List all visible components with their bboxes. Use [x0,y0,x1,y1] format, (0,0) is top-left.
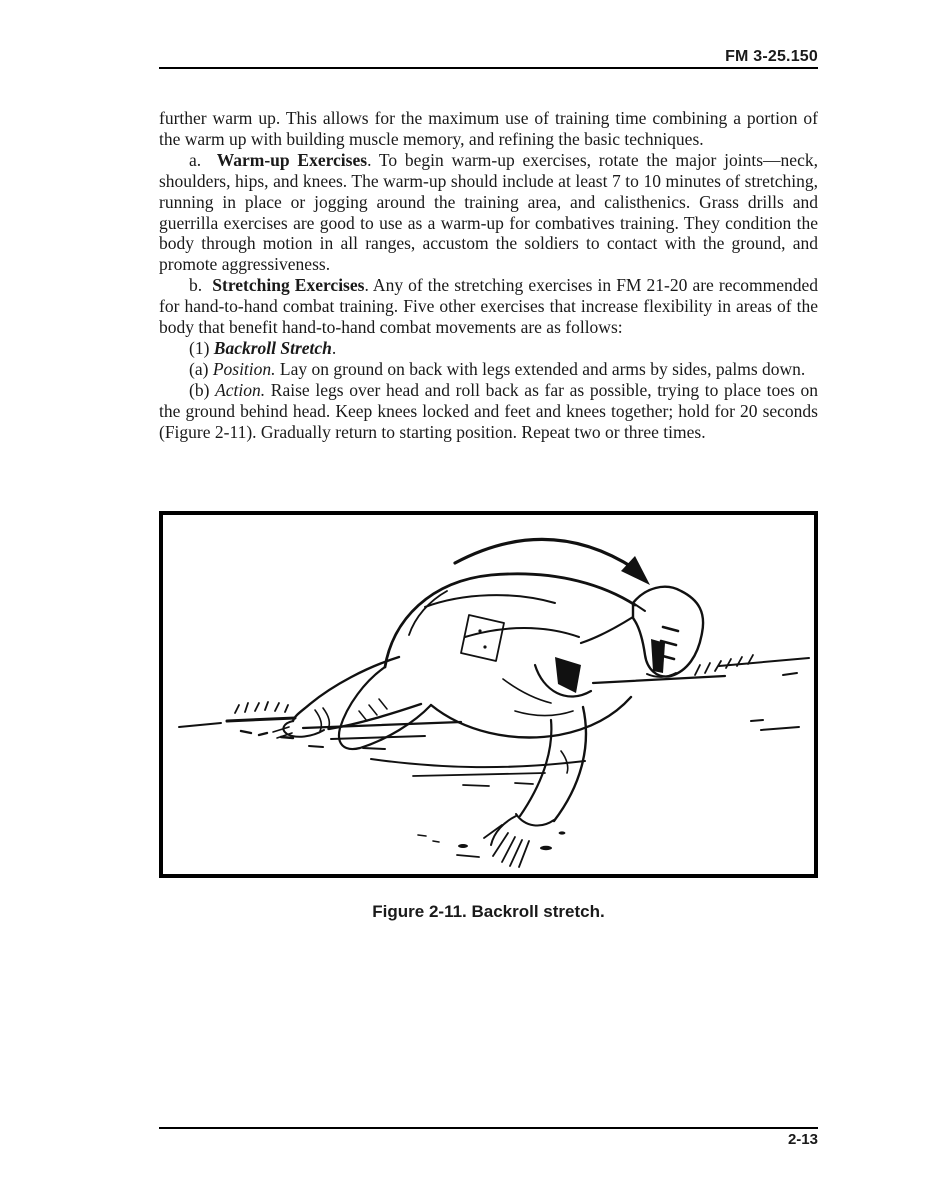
paragraph: further warm up. This allows for the maximum use of training time combining a portion of the warm up with building muscle memory, and refining the basic techniques. [159,108,818,149]
paragraph: (1) Backroll Stretch. [189,337,337,358]
backroll-stretch-illustration [163,515,814,874]
paragraph: a. Warm-up Exercises. To begin warm-up exercises, rotate the major joints—neck, shoulders, hips, and knees. The warm-up should include at least 7 to 10 minutes of stretching, running in place or jogging around the training area, and calisthenics. Grass drills and guerrilla exercises are good to use as a warm-up for combatives training. They condition the body through motion in all ranges, accustom the soldiers to contact with the ground, and promote aggressiveness. [159,149,818,275]
footer-rule [159,1127,818,1129]
paragraph: b. Stretching Exercises. Any of the stretching exercises in FM 21-20 are recommended for hand-to-hand combat training. Five other exercises that increase flexibility in areas of the body that benefit hand-to-hand combat movements are as follows: [159,275,819,338]
figure-frame [159,511,818,878]
page-header [159,48,818,69]
motion-arrow-icon [455,539,650,585]
page-number: 2-13 [787,1131,818,1148]
figure-caption: Figure 2-11. Backroll stretch. [372,902,605,921]
paragraph: (b) Action. Raise legs over head and roll back as far as possible, trying to place toes on the ground behind head. Keep knees locked and feet and knees together; hold for 20 seconds (Figure 2-11). Gradually return to starting position. Repeat two or three times. [159,379,818,442]
body-paragraphs [159,108,818,443]
paragraph: (a) Position. Lay on ground on back with legs extended and arms by sides, palms down. [189,358,806,379]
document-number: FM 3-25.150 [725,48,818,65]
